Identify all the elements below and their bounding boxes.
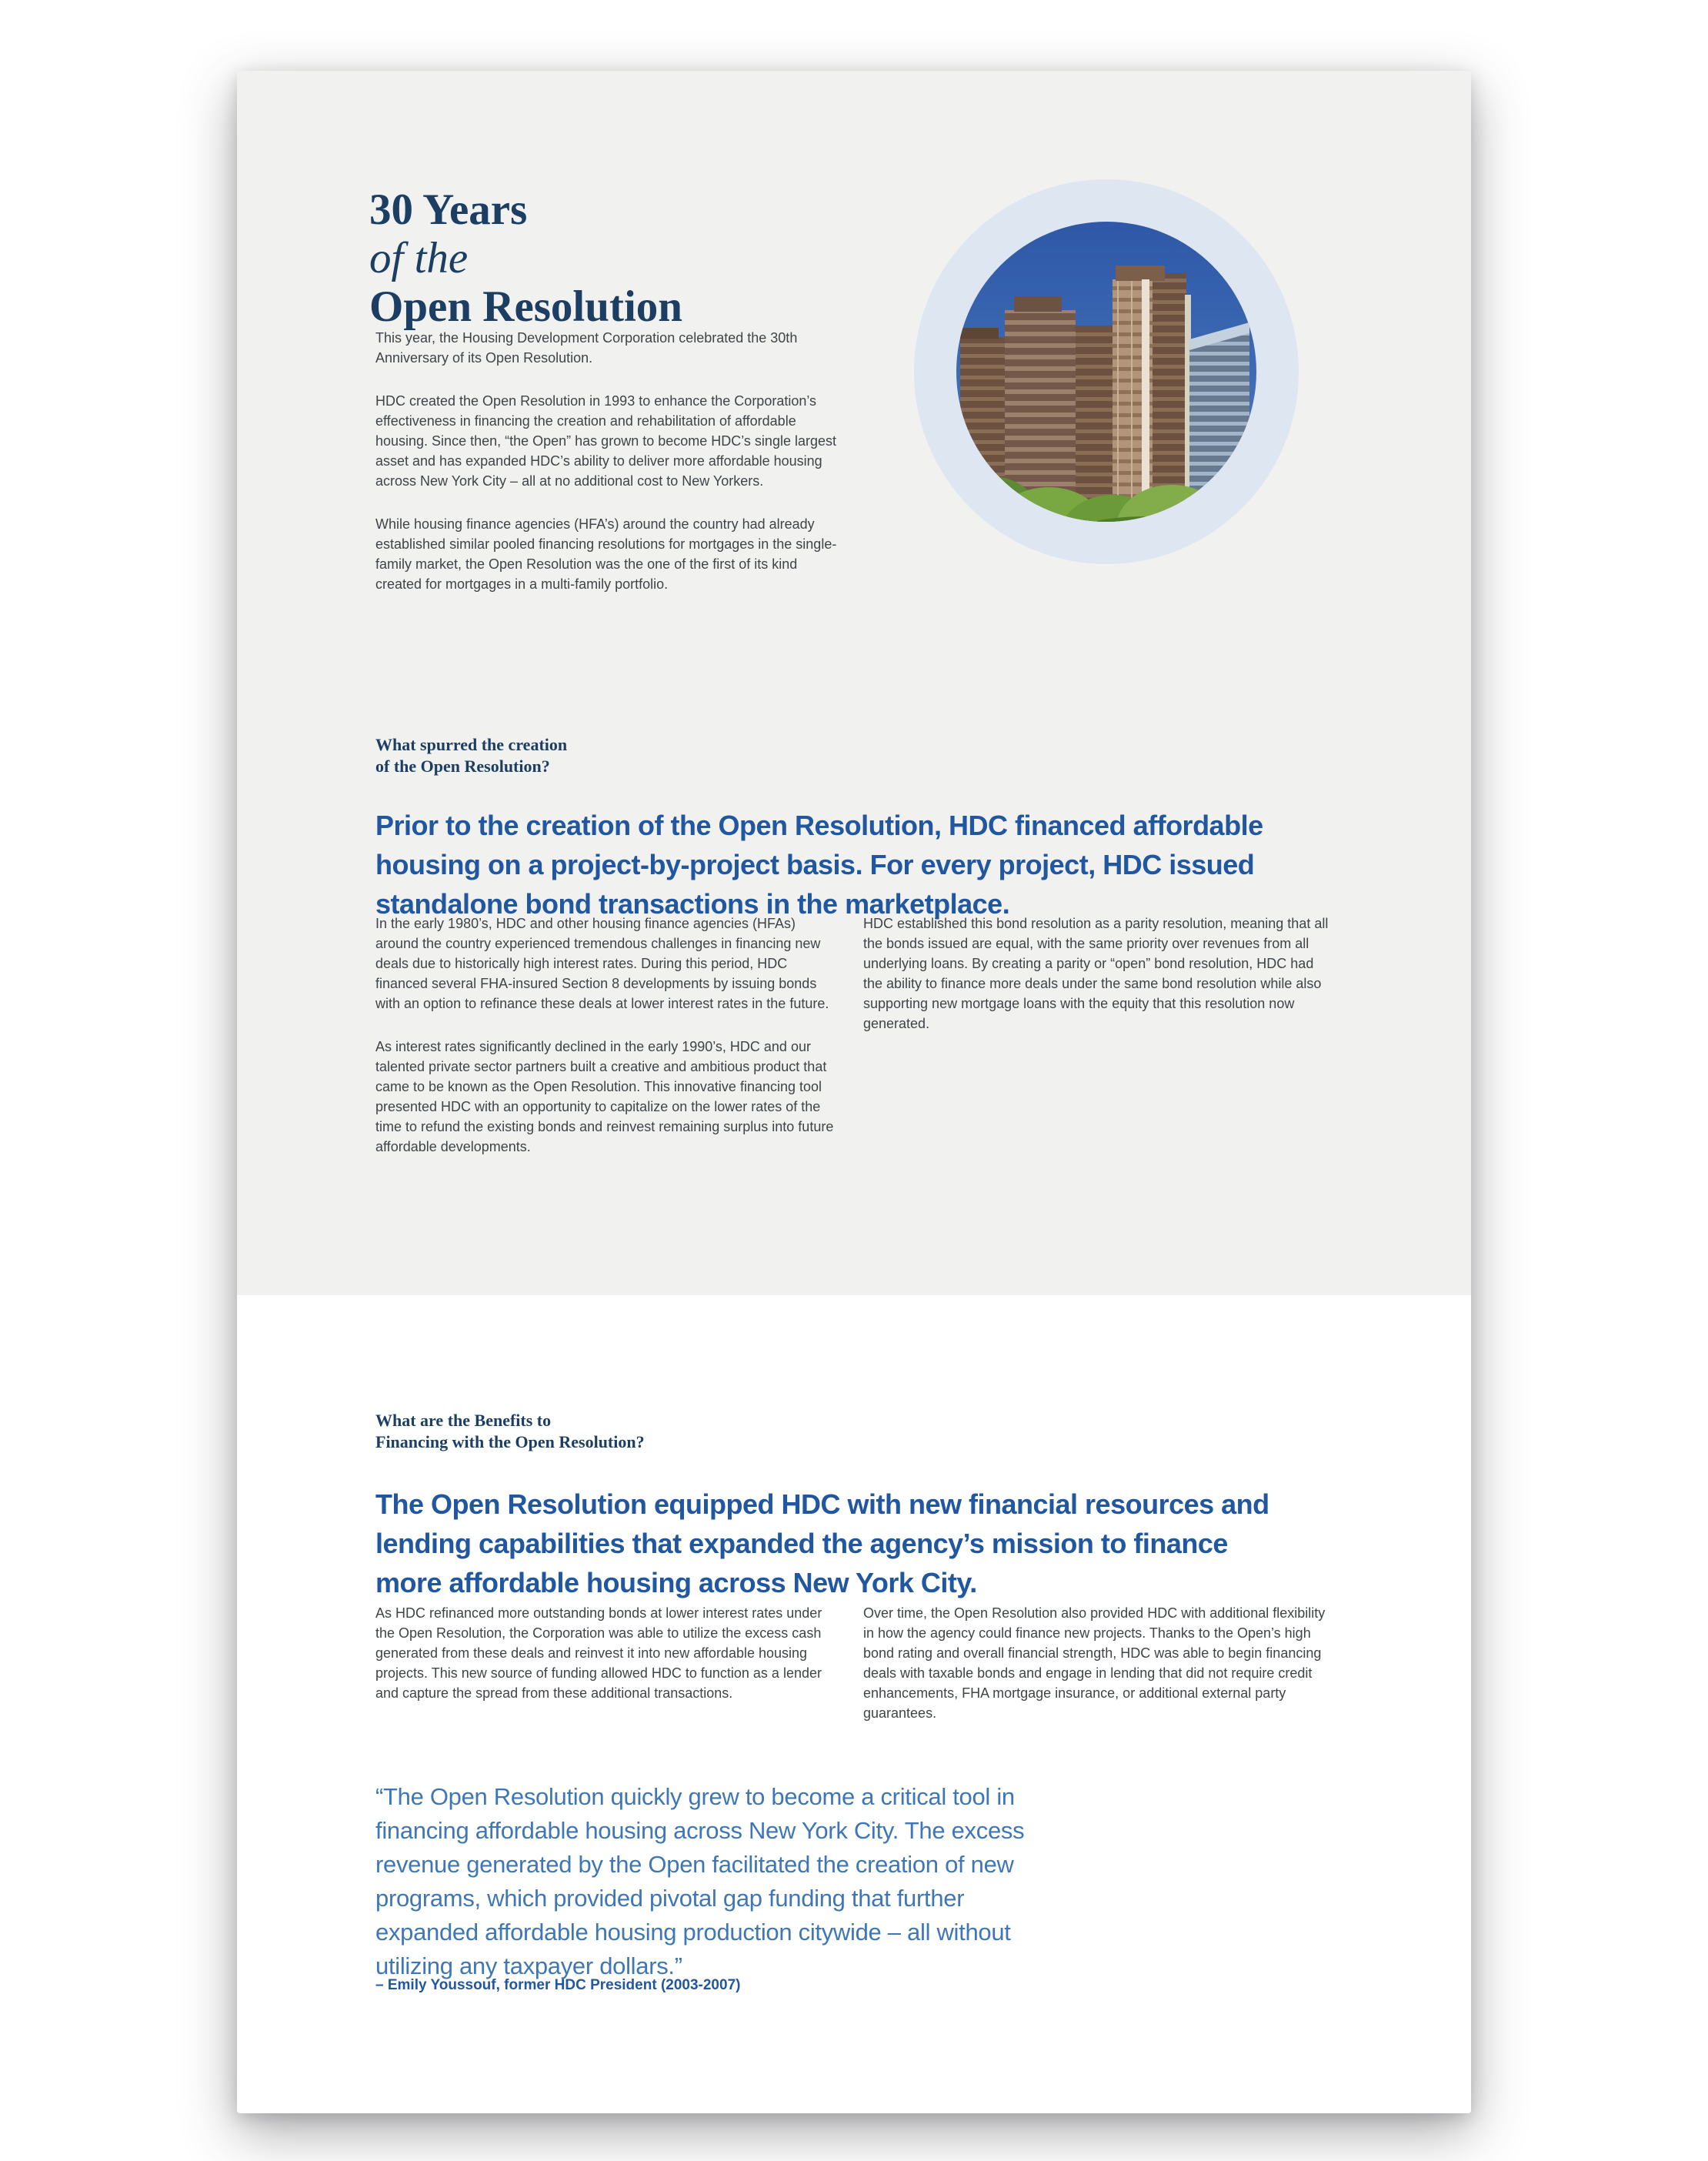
section2-heading-line1: The Open Resolution equipped HDC with new financial resources and (375, 1488, 1269, 1520)
section1-column-right (863, 913, 1329, 1157)
section2-kicker-line2: Financing with the Open Resolution? (375, 1432, 645, 1451)
hero-body-column (375, 328, 846, 594)
section1-col1-paragraph1: In the early 1980’s, HDC and other housing finance agencies (HFAs) around the country experienced tremendous challenges in financing new deals due to historically high interest rates. During this period, HDC financed several FHA-insured Section 8 developments by issuing bonds with an option to refinance these deals at lower interest rates in the future. (375, 916, 829, 1011)
apartment-towers-photo (914, 179, 1299, 564)
page-title (369, 185, 682, 331)
hero-intro-paragraph: This year, the Housing Development Corporation celebrated the 30th Anniversary of its Open Resolution. (375, 330, 798, 366)
pull-quote-line5: expanded affordable housing production citywide – all without (375, 1919, 1011, 1946)
section1-column-left (375, 913, 842, 1157)
pull-quote-line2: financing affordable housing across New York City. The excess (375, 1817, 1025, 1844)
section1-heading (375, 806, 1263, 924)
section1-heading-line2: housing on a project-by-project basis. For every project, HDC issued (375, 848, 1255, 880)
section2-heading-line2: lending capabilities that expanded the agency’s mission to finance (375, 1527, 1228, 1559)
section1-kicker-line2: of the Open Resolution? (375, 757, 550, 776)
section1-columns (375, 913, 1333, 1157)
pull-quote-line6: utilizing any taxpayer dollars.” (375, 1952, 682, 1979)
section2-kicker (375, 1410, 645, 1453)
hero-paragraph-2: While housing finance agencies (HFA’s) around the country had already established similar pooled financing resolutions for mortgages in the single-family market, the Open Resolution was the one of the first of its kind created for mortgages in a multi-family portfolio. (375, 516, 837, 592)
section2-column-right (863, 1603, 1329, 1723)
pull-quote-line1: “The Open Resolution quickly grew to become a critical tool in (375, 1783, 1015, 1810)
section2-heading-line3: more affordable housing across New York City. (375, 1566, 977, 1598)
pull-quote-line4: programs, which provided pivotal gap funding that further (375, 1885, 965, 1912)
section1-kicker (375, 734, 567, 777)
page-title-line2: of the (369, 234, 469, 283)
apartment-towers-illustration (914, 179, 1299, 564)
section1-kicker-line1: What spurred the creation (375, 735, 568, 754)
section2-column-left (375, 1603, 842, 1723)
section2-heading (375, 1485, 1269, 1602)
hero-section (237, 71, 1471, 1295)
benefits-section (237, 1295, 1471, 2113)
section1-col2-paragraph1: HDC established this bond resolution as a parity resolution, meaning that all the bonds issued are equal, with the same priority over revenues from all underlying loans. By creating a parity or “open” bond resolution, HDC had the ability to finance more deals under the same bond resolution while also supporting new mortgage loans with the equity that this resolution now generated. (863, 916, 1329, 1031)
pull-quote-line3: revenue generated by the Open facilitated the creation of new (375, 1851, 1014, 1878)
pull-quote (375, 1780, 1024, 1983)
page-title-line3: Open Resolution (369, 282, 682, 332)
section1-heading-line3: standalone bond transactions in the marketplace. (375, 887, 1010, 920)
report-page (237, 71, 1471, 2113)
section1-col1-paragraph2: As interest rates significantly declined in the early 1990’s, HDC and our talented private sector partners built a creative and ambitious product that came to be known as the Open Resolution. This innovative financing tool presented HDC with an opportunity to capitalize on the lower rates of the time to refund the existing bonds and reinvest remaining surplus into future affordable developments. (375, 1039, 834, 1154)
section1-heading-line1: Prior to the creation of the Open Resolution, HDC financed affordable (375, 809, 1263, 841)
section2-columns (375, 1603, 1333, 1723)
hero-paragraph-1: HDC created the Open Resolution in 1993 to enhance the Corporation’s effectiveness in financing the creation and rehabilitation of affordable housing. Since then, “the Open” has grown to become HDC’s single largest asset and has expanded HDC’s ability to deliver more affordable housing across New York City – all at no additional cost to New Yorkers. (375, 393, 836, 489)
page-title-line1: 30 Years (369, 185, 528, 235)
section2-col2-paragraph1: Over time, the Open Resolution also provided HDC with additional flexibility in how the agency could finance new projects. Thanks to the Open’s high bond rating and overall financial strength, HDC was able to begin financing deals with taxable bonds and engage in lending that did not require credit enhancements, FHA mortgage insurance, or additional external party guarantees. (863, 1605, 1326, 1721)
section2-col1-paragraph1: As HDC refinanced more outstanding bonds at lower interest rates under the Open Resolution, the Corporation was able to utilize the excess cash generated from these deals and reinvest it into new affordable housing projects. This new source of funding allowed HDC to function as a lender and capture the spread from these additional transactions. (375, 1605, 822, 1701)
quote-attribution: – Emily Youssouf, former HDC President (2003-2007) (375, 1977, 741, 1993)
section2-kicker-line1: What are the Benefits to (375, 1411, 552, 1430)
